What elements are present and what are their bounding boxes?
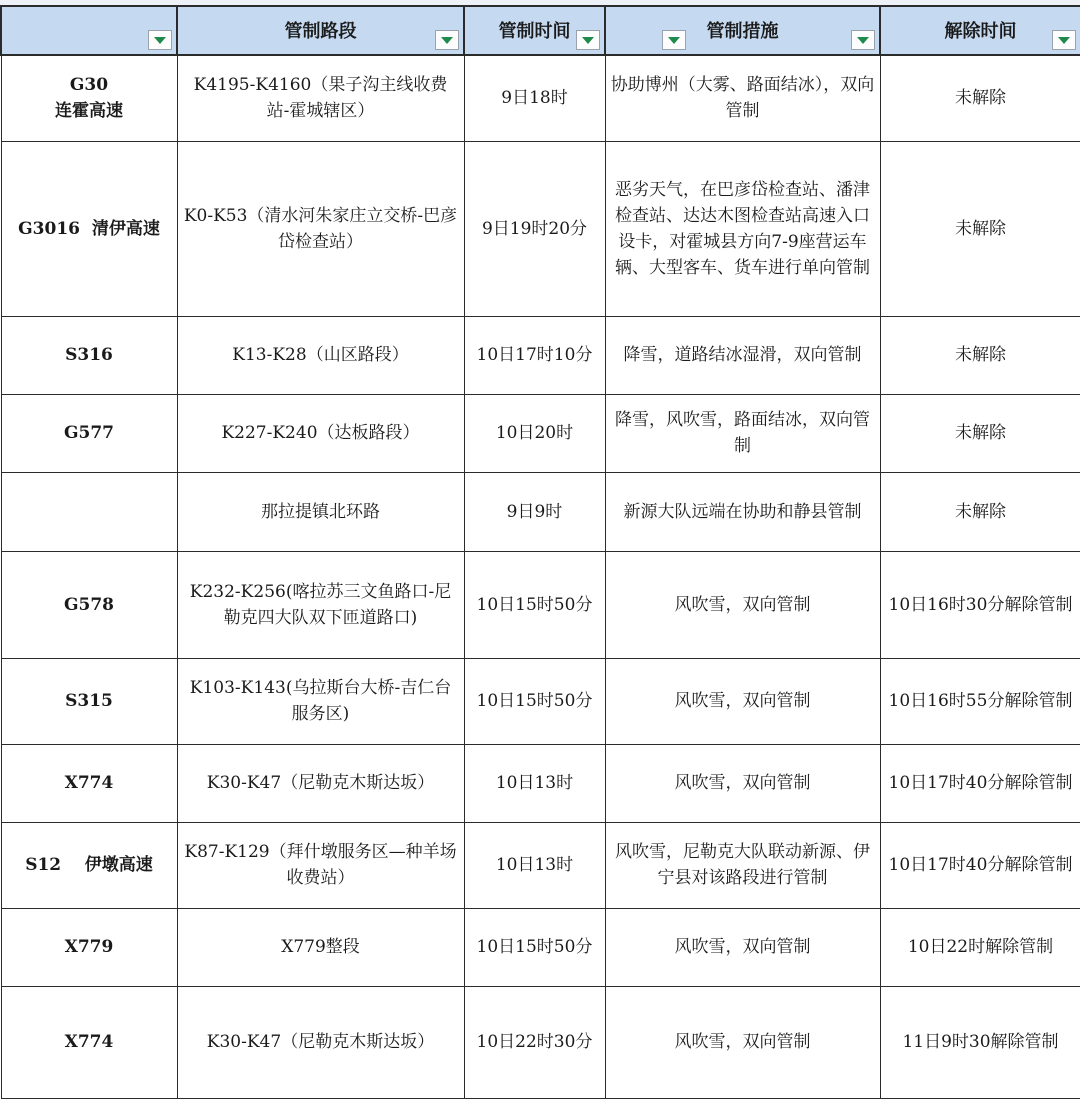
cell-measure: 协助博州（大雾、路面结冰），双向管制 (605, 55, 880, 141)
header-time-label: 管制时间 (498, 20, 571, 42)
cell-measure: 风吹雪，双向管制 (605, 908, 880, 986)
filter-dropdown-icon (441, 37, 453, 44)
table-row (1, 551, 1080, 658)
cell-segment: K87-K129（拜什墩服务区—种羊场收费站） (177, 822, 464, 908)
cell-measure: 恶劣天气，在巴彦岱检查站、潘津检查站、达达木图检查站高速入口设卡，对霍城县方向7-9座营运车辆、大型客车、货车进行单向管制 (605, 141, 880, 316)
header-release (880, 6, 1080, 55)
cell-road (1, 55, 177, 141)
header-measure (605, 6, 880, 55)
filter-dropdown-measure-left[interactable] (662, 30, 686, 50)
table-row (1, 822, 1080, 908)
cell-release: 未解除 (880, 394, 1080, 472)
cell-release: 未解除 (880, 316, 1080, 394)
cell-release: 10日22时解除管制 (880, 908, 1080, 986)
cell-measure: 降雪，道路结冰湿滑，双向管制 (605, 316, 880, 394)
traffic-control-table (0, 5, 1080, 1099)
cell-segment: K30-K47（尼勒克木斯达坂） (177, 744, 464, 822)
cell-segment: X779整段 (177, 908, 464, 986)
cell-time: 9日19时20分 (464, 141, 605, 316)
cell-segment: K0-K53（清水河朱家庄立交桥-巴彦岱检查站） (177, 141, 464, 316)
cell-measure: 风吹雪，双向管制 (605, 551, 880, 658)
filter-dropdown-icon (668, 37, 680, 44)
filter-dropdown-measure[interactable] (851, 30, 875, 50)
cell-time: 9日9时 (464, 472, 605, 551)
cell-time: 10日15时50分 (464, 658, 605, 744)
cell-segment: 那拉提镇北环路 (177, 472, 464, 551)
cell-release: 10日16时30分解除管制 (880, 551, 1080, 658)
cell-measure: 风吹雪，尼勒克大队联动新源、伊宁县对该路段进行管制 (605, 822, 880, 908)
cell-segment: K4195-K4160（果子沟主线收费站-霍城辖区） (177, 55, 464, 141)
header-segment (177, 6, 464, 55)
cell-time: 10日13时 (464, 822, 605, 908)
filter-dropdown-icon (582, 37, 594, 44)
table-row (1, 316, 1080, 394)
cell-segment: K103-K143(乌拉斯台大桥-吉仁台服务区) (177, 658, 464, 744)
cell-time: 10日22时30分 (464, 986, 605, 1098)
table-row (1, 658, 1080, 744)
cell-measure: 风吹雪，双向管制 (605, 658, 880, 744)
cell-segment: K232-K256(喀拉苏三文鱼路口-尼勒克四大队双下匝道路口) (177, 551, 464, 658)
cell-road: X774 (1, 744, 177, 822)
cell-time: 10日13时 (464, 744, 605, 822)
header-row (1, 6, 1080, 55)
filter-dropdown-icon (1058, 37, 1070, 44)
cell-release: 10日17时40分解除管制 (880, 744, 1080, 822)
header-segment-label: 管制路段 (284, 20, 357, 42)
filter-dropdown-segment[interactable] (435, 30, 459, 50)
filter-dropdown-icon (154, 37, 166, 44)
cell-measure: 降雪，风吹雪，路面结冰，双向管制 (605, 394, 880, 472)
cell-release: 11日9时30解除管制 (880, 986, 1080, 1098)
cell-road: X779 (1, 908, 177, 986)
header-measure-label: 管制措施 (706, 20, 779, 42)
cell-road: S315 (1, 658, 177, 744)
cell-release: 10日17时40分解除管制 (880, 822, 1080, 908)
filter-dropdown-road[interactable] (148, 30, 172, 50)
cell-measure: 风吹雪，双向管制 (605, 986, 880, 1098)
header-road (1, 6, 177, 55)
cell-segment: K227-K240（达板路段） (177, 394, 464, 472)
cell-release: 10日16时55分解除管制 (880, 658, 1080, 744)
cell-measure: 风吹雪，双向管制 (605, 744, 880, 822)
cell-road (1, 472, 177, 551)
table-row (1, 908, 1080, 986)
cell-road: G577 (1, 394, 177, 472)
table-row (1, 986, 1080, 1098)
cell-time: 9日18时 (464, 55, 605, 141)
cell-time: 10日15时50分 (464, 551, 605, 658)
filter-dropdown-release[interactable] (1052, 30, 1076, 50)
cell-release: 未解除 (880, 55, 1080, 141)
cell-time: 10日20时 (464, 394, 605, 472)
cell-release: 未解除 (880, 472, 1080, 551)
header-time (464, 6, 605, 55)
filter-dropdown-time[interactable] (576, 30, 600, 50)
table-row (1, 394, 1080, 472)
cell-road: G3016 清伊高速 (1, 141, 177, 316)
filter-dropdown-icon (857, 37, 869, 44)
table-row (1, 55, 1080, 141)
table-row (1, 744, 1080, 822)
cell-release: 未解除 (880, 141, 1080, 316)
cell-segment: K30-K47（尼勒克木斯达坂） (177, 986, 464, 1098)
cell-road: S12 伊墩高速 (1, 822, 177, 908)
cell-road: S316 (1, 316, 177, 394)
table-row (1, 472, 1080, 551)
cell-time: 10日15时50分 (464, 908, 605, 986)
cell-road-text: G30 连霍高速 (55, 75, 123, 122)
cell-road: X774 (1, 986, 177, 1098)
table-row (1, 141, 1080, 316)
cell-segment: K13-K28（山区路段） (177, 316, 464, 394)
cell-road: G578 (1, 551, 177, 658)
header-release-label: 解除时间 (944, 20, 1017, 42)
cell-measure: 新源大队远端在协助和静县管制 (605, 472, 880, 551)
cell-time: 10日17时10分 (464, 316, 605, 394)
